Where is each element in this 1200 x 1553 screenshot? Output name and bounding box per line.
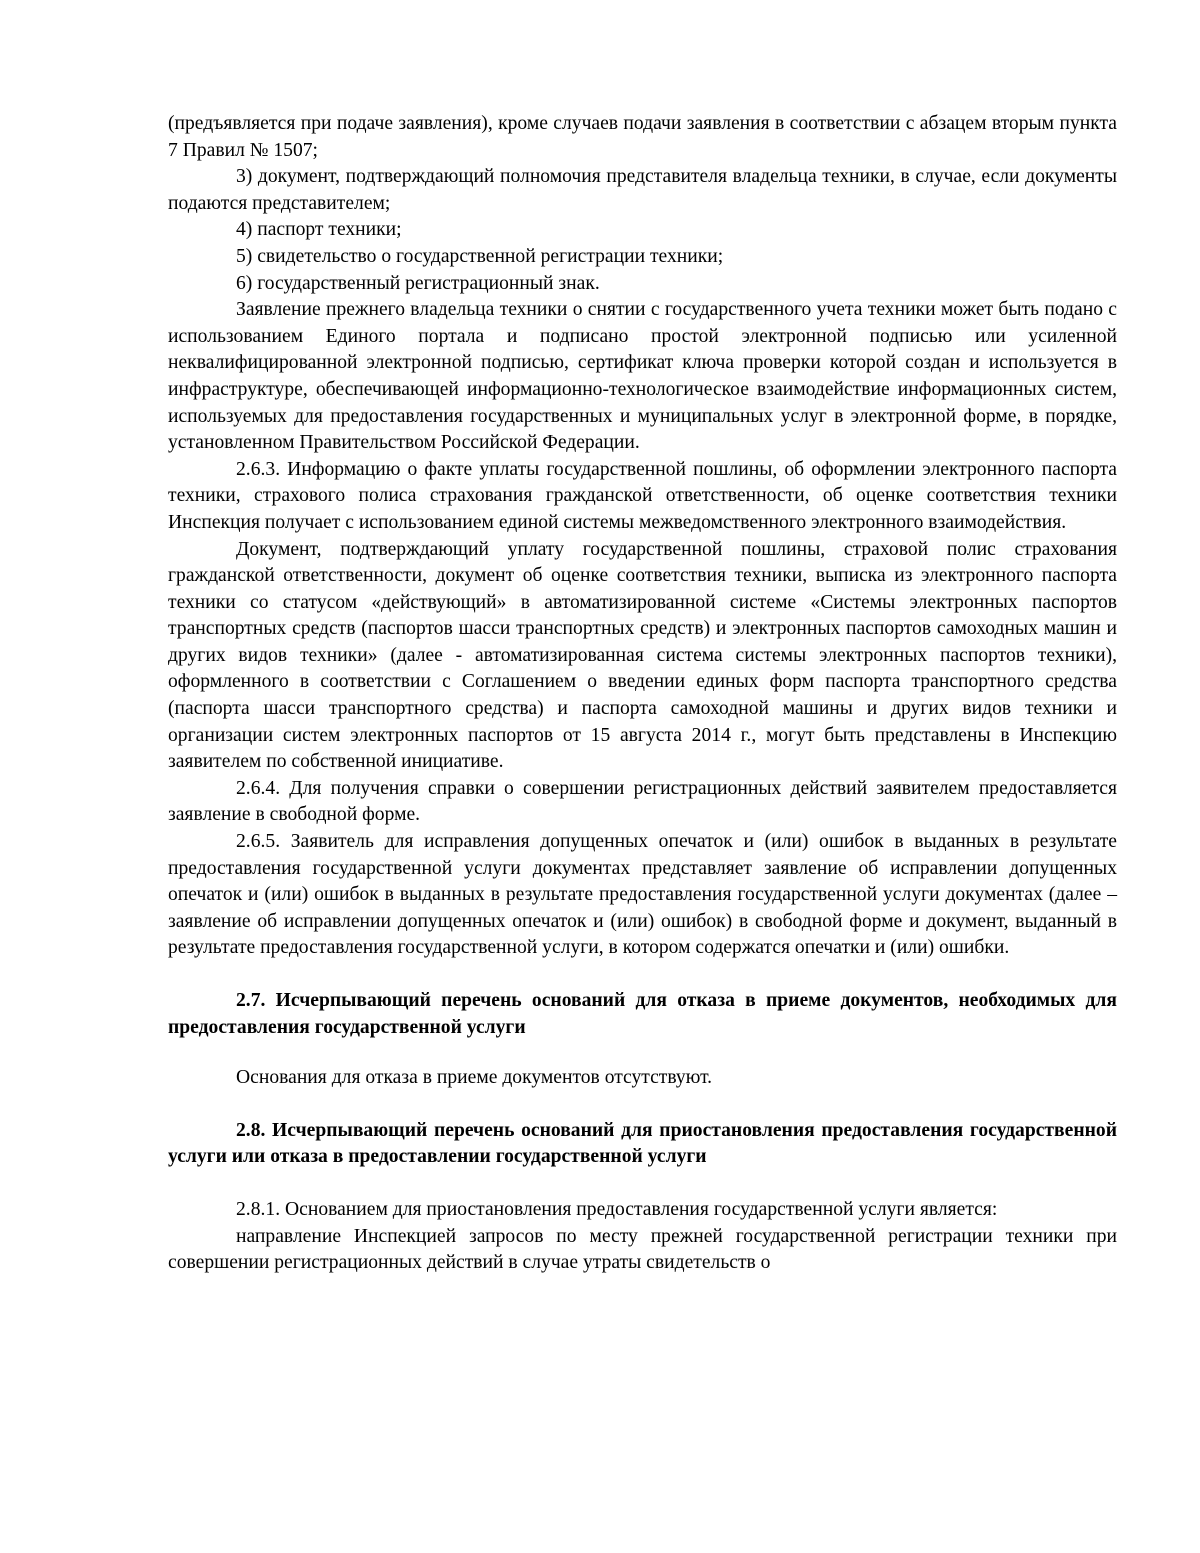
list-item-4: 4) паспорт техники; (236, 219, 402, 241)
section-2-7-heading: 2.7. Исчерпывающий перечень оснований для отказа в приеме документов, необходимых для предоставления государственной услуги (168, 990, 1117, 1038)
section-2-7-text: Основания для отказа в приеме документов отсутствуют. (236, 1067, 713, 1089)
list-item-3: 3) документ, подтверждающий полномочия представителя владельца техники, в случае, если документы подаются представителем; (168, 166, 1117, 214)
paragraph-continuation: (предъявляется при подаче заявления), кроме случаев подачи заявления в соответствии с абзацем вторым пункта 7 Правил № 1507; (168, 113, 1117, 161)
document-page (168, 111, 1117, 1277)
paragraph-2-6-4: 2.6.4. Для получения справки о совершении регистрационных действий заявителем предоставляется заявление в свободной форме. (168, 777, 1117, 826)
paragraph-inspection-requests: направление Инспекцией запросов по месту прежней государственной регистрации техники при совершении регистрационных действий в случае утраты свидетельств о (168, 1225, 1117, 1274)
section-2-8-heading: 2.8. Исчерпывающий перечень оснований для приостановления предоставления государственной услуги или отказа в предоставлении государственной услуги (168, 1119, 1117, 1168)
paragraph-2-8-1: 2.8.1. Основанием для приостановления предоставления государственной услуги является: (236, 1198, 998, 1220)
paragraph-2-6-5: 2.6.5. Заявитель для исправления допущенных опечаток и (или) ошибок в выданных в результате предоставления государственной услуги документах представляет заявление об исправлении допущенных опечаток и (или) ошибок в выданных в результате предоставления государственной услуги документах (далее – заявление об исправлении допущенных опечаток и (или) ошибок) в свободной форме и документ, выданный в результате предоставления государственной услуги, в котором содержатся опечатки и (или) ошибки. (168, 831, 1117, 959)
paragraph-documents-initiative: Документ, подтверждающий уплату государственной пошлины, страховой полис страхования гражданской ответственности, документ об оценке соответствия техники, выписка из электронного паспорта техники со статусом «действующий» в автоматизированной системе «Системы электронных паспортов транспортных средств (паспортов шасси транспортных средств) и электронных паспортов самоходных машин и других видов техники» (далее - автоматизированная система системы электронных паспортов техники), оформленного в соответствии с Соглашением о введении единых форм паспорта транспортного средства (паспорта шасси транспортного средства) и паспорта самоходной машины и других видов техники и организации систем электронных паспортов от 15 августа 2014 г., могут быть представлены в Инспекцию заявителем по собственной инициативе. (168, 538, 1117, 773)
list-item-6: 6) государственный регистрационный знак. (236, 272, 600, 294)
paragraph-prior-owner-application: Заявление прежнего владельца техники о снятии с государственного учета техники может быть подано с использованием Единого портала и подписано простой электронной подписью или усиленной неквалифицированной электронной подписью, сертификат ключа проверки которой создан и используется в инфраструктуре, обеспечивающей информационно-технологическое взаимодействие информационных систем, используемых для предоставления государственных и муниципальных услуг в электронной форме, в порядке, установленном Правительством Российской Федерации. (168, 299, 1117, 454)
paragraph-2-6-3: 2.6.3. Информацию о факте уплаты государственной пошлины, об оформлении электронного паспорта техники, страхового полиса страхования гражданской ответственности, об оценке соответствия техники Инспекция получает с использованием единой системы межведомственного электронного взаимодействия. (168, 458, 1117, 533)
list-item-5: 5) свидетельство о государственной регистрации техники; (236, 245, 724, 267)
